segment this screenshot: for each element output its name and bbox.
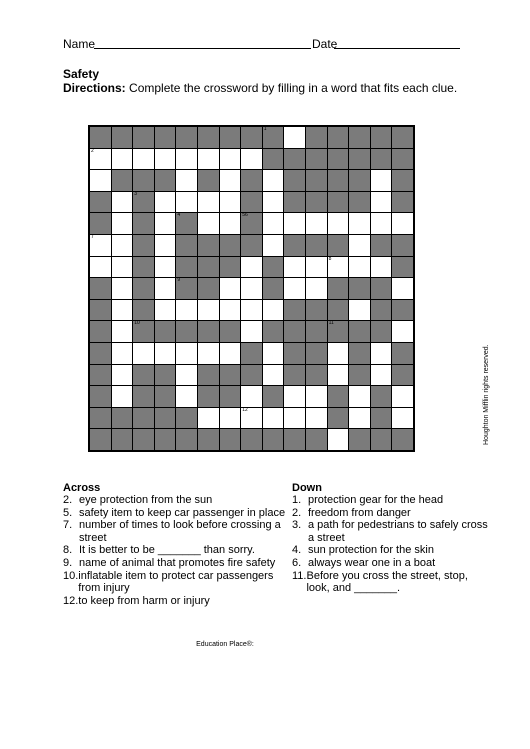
grid-answer-cell[interactable] xyxy=(155,213,176,234)
grid-answer-cell[interactable] xyxy=(392,213,413,234)
grid-block-cell xyxy=(90,365,111,386)
grid-block-cell xyxy=(284,170,305,191)
side-copyright-note: Houghton Mifflin rights reserved. xyxy=(483,344,490,445)
grid-answer-cell[interactable] xyxy=(241,408,262,429)
grid-answer-cell[interactable] xyxy=(241,300,262,321)
directions-label: Directions: xyxy=(63,81,126,95)
grid-block-cell xyxy=(392,149,413,170)
grid-block-cell xyxy=(328,278,349,299)
grid-block-cell xyxy=(90,429,111,450)
grid-answer-cell[interactable] xyxy=(90,235,111,256)
grid-answer-cell[interactable] xyxy=(176,365,197,386)
grid-answer-cell[interactable] xyxy=(349,386,370,407)
grid-block-cell xyxy=(306,429,327,450)
grid-block-cell xyxy=(176,408,197,429)
grid-block-cell xyxy=(328,300,349,321)
down-clue xyxy=(292,507,492,520)
clue-index: 5. xyxy=(63,506,73,519)
grid-block-cell xyxy=(349,343,370,364)
grid-block-cell xyxy=(220,321,241,342)
grid-answer-cell[interactable] xyxy=(284,127,305,148)
grid-block-cell xyxy=(198,386,219,407)
grid-answer-cell[interactable] xyxy=(371,213,392,234)
clue-text: safety item to keep car passenger in place xyxy=(79,506,286,519)
grid-block-cell xyxy=(306,170,327,191)
across-clue xyxy=(63,570,288,595)
grid-block-cell xyxy=(155,127,176,148)
grid-answer-cell[interactable] xyxy=(220,278,241,299)
clue-text: It is better to be _______ than sorry. xyxy=(79,544,255,557)
grid-answer-cell[interactable] xyxy=(328,343,349,364)
grid-block-cell xyxy=(306,192,327,213)
grid-answer-cell[interactable] xyxy=(263,235,284,256)
grid-answer-cell[interactable] xyxy=(176,386,197,407)
grid-answer-cell[interactable] xyxy=(112,235,133,256)
grid-block-cell xyxy=(90,300,111,321)
clue-text: always wear one in a boat xyxy=(308,556,436,569)
grid-block-cell xyxy=(392,300,413,321)
clue-text: name of animal that promotes fire safety xyxy=(79,556,276,569)
name-field-line[interactable] xyxy=(94,48,311,49)
across-clue xyxy=(63,557,288,570)
grid-block-cell xyxy=(306,321,327,342)
grid-block-cell xyxy=(392,429,413,450)
grid-block-cell xyxy=(155,429,176,450)
grid-block-cell xyxy=(155,170,176,191)
grid-block-cell xyxy=(112,429,133,450)
grid-block-cell xyxy=(90,278,111,299)
grid-answer-cell[interactable] xyxy=(90,170,111,191)
grid-block-cell xyxy=(133,127,154,148)
grid-answer-cell[interactable] xyxy=(392,386,413,407)
grid-block-cell xyxy=(198,257,219,278)
grid-block-cell xyxy=(198,170,219,191)
grid-block-cell xyxy=(349,149,370,170)
grid-block-cell xyxy=(198,235,219,256)
clue-number: 56 xyxy=(242,212,248,219)
grid-answer-cell[interactable] xyxy=(306,278,327,299)
grid-answer-cell[interactable] xyxy=(263,408,284,429)
grid-answer-cell[interactable] xyxy=(155,149,176,170)
grid-block-cell xyxy=(328,386,349,407)
grid-answer-cell[interactable] xyxy=(133,149,154,170)
grid-block-cell xyxy=(241,343,262,364)
directions xyxy=(63,81,457,95)
clue-index: 8. xyxy=(63,544,73,557)
grid-block-cell xyxy=(349,192,370,213)
clue-index: 3. xyxy=(292,519,302,532)
grid-answer-cell[interactable] xyxy=(263,192,284,213)
grid-block-cell xyxy=(284,192,305,213)
grid-answer-cell[interactable] xyxy=(349,213,370,234)
directions-text: Complete the crossword by filling in a word that fits each clue. xyxy=(125,81,458,95)
worksheet-title: Safety xyxy=(63,67,100,81)
grid-block-cell xyxy=(371,429,392,450)
grid-block-cell xyxy=(392,257,413,278)
clue-text: a path for pedestrians to safely cross a street xyxy=(308,519,488,544)
grid-block-cell xyxy=(263,149,284,170)
grid-block-cell xyxy=(220,257,241,278)
grid-block-cell xyxy=(328,321,349,342)
grid-answer-cell[interactable] xyxy=(371,170,392,191)
clue-text: number of times to look before crossing a street xyxy=(79,519,281,544)
grid-answer-cell[interactable] xyxy=(112,257,133,278)
grid-block-cell xyxy=(241,192,262,213)
grid-answer-cell[interactable] xyxy=(220,170,241,191)
down-clue xyxy=(292,544,492,557)
grid-answer-cell[interactable] xyxy=(155,343,176,364)
grid-block-cell xyxy=(306,365,327,386)
across-heading: Across xyxy=(63,482,101,494)
grid-block-cell xyxy=(371,408,392,429)
clue-index: 6. xyxy=(292,556,302,569)
grid-block-cell xyxy=(155,365,176,386)
grid-answer-cell[interactable] xyxy=(198,192,219,213)
across-clue xyxy=(63,507,288,520)
grid-block-cell xyxy=(328,127,349,148)
grid-block-cell xyxy=(306,300,327,321)
grid-answer-cell[interactable] xyxy=(112,386,133,407)
grid-block-cell xyxy=(263,429,284,450)
grid-block-cell xyxy=(328,170,349,191)
grid-block-cell xyxy=(220,127,241,148)
grid-answer-cell[interactable] xyxy=(371,192,392,213)
grid-block-cell xyxy=(176,127,197,148)
down-clues xyxy=(292,494,492,595)
grid-answer-cell[interactable] xyxy=(220,343,241,364)
grid-block-cell xyxy=(306,235,327,256)
grid-answer-cell[interactable] xyxy=(263,343,284,364)
grid-block-cell xyxy=(220,386,241,407)
grid-answer-cell[interactable] xyxy=(284,213,305,234)
grid-block-cell xyxy=(392,343,413,364)
grid-answer-cell[interactable] xyxy=(241,278,262,299)
grid-block-cell xyxy=(155,386,176,407)
grid-block-cell xyxy=(349,321,370,342)
grid-block-cell xyxy=(284,149,305,170)
date-field-line[interactable] xyxy=(334,48,460,49)
grid-answer-cell[interactable] xyxy=(241,149,262,170)
crossword-grid xyxy=(88,125,415,452)
date-label: Date xyxy=(312,37,338,51)
grid-block-cell xyxy=(241,365,262,386)
grid-answer-cell[interactable] xyxy=(392,278,413,299)
down-heading: Down xyxy=(292,482,322,494)
across-clue xyxy=(63,544,288,557)
grid-block-cell xyxy=(263,278,284,299)
clue-text: sun protection for the skin xyxy=(308,544,434,557)
grid-answer-cell[interactable] xyxy=(241,321,262,342)
grid-answer-cell[interactable] xyxy=(220,149,241,170)
clue-index: 9. xyxy=(63,556,73,569)
grid-answer-cell[interactable] xyxy=(306,386,327,407)
grid-block-cell xyxy=(90,192,111,213)
clue-index: 2. xyxy=(292,506,302,519)
grid-block-cell xyxy=(306,343,327,364)
grid-block-cell xyxy=(198,127,219,148)
clue-text: freedom from danger xyxy=(308,506,411,519)
clue-index: 11. xyxy=(292,569,307,582)
grid-block-cell xyxy=(112,408,133,429)
grid-block-cell xyxy=(155,321,176,342)
grid-block-cell xyxy=(241,235,262,256)
grid-answer-cell[interactable] xyxy=(112,213,133,234)
grid-answer-cell[interactable] xyxy=(349,235,370,256)
clue-number: 10 xyxy=(134,320,140,327)
clue-text: inflatable item to protect car passengers from injury xyxy=(78,569,274,595)
grid-block-cell xyxy=(371,386,392,407)
clue-text: protection gear for the head xyxy=(308,494,444,506)
clue-text: Before you cross the street, stop, look, and _______. xyxy=(306,569,468,595)
grid-answer-cell[interactable] xyxy=(112,343,133,364)
grid-answer-cell[interactable] xyxy=(328,365,349,386)
grid-answer-cell[interactable] xyxy=(241,257,262,278)
grid-answer-cell[interactable] xyxy=(176,192,197,213)
grid-block-cell xyxy=(284,343,305,364)
grid-answer-cell[interactable] xyxy=(155,235,176,256)
grid-block-cell xyxy=(263,127,284,148)
down-clue xyxy=(292,557,492,570)
grid-block-cell xyxy=(241,127,262,148)
grid-answer-cell[interactable] xyxy=(220,192,241,213)
grid-answer-cell[interactable] xyxy=(263,300,284,321)
clue-index: 12. xyxy=(63,594,79,607)
across-clue xyxy=(63,494,288,507)
grid-answer-cell[interactable] xyxy=(371,365,392,386)
grid-answer-cell[interactable] xyxy=(392,321,413,342)
grid-answer-cell[interactable] xyxy=(284,408,305,429)
grid-answer-cell[interactable] xyxy=(155,278,176,299)
grid-block-cell xyxy=(133,429,154,450)
grid-answer-cell[interactable] xyxy=(371,257,392,278)
grid-answer-cell[interactable] xyxy=(328,213,349,234)
grid-block-cell xyxy=(176,321,197,342)
grid-block-cell xyxy=(284,235,305,256)
grid-block-cell xyxy=(241,429,262,450)
grid-block-cell xyxy=(371,149,392,170)
across-clues xyxy=(63,494,288,607)
grid-answer-cell[interactable] xyxy=(112,192,133,213)
grid-answer-cell[interactable] xyxy=(176,300,197,321)
footer-credit: Education Place®: xyxy=(196,641,254,648)
grid-answer-cell[interactable] xyxy=(220,408,241,429)
grid-answer-cell[interactable] xyxy=(90,149,111,170)
grid-block-cell xyxy=(371,278,392,299)
name-label: Name xyxy=(63,37,96,51)
clue-number: 7 xyxy=(91,234,94,240)
grid-block-cell xyxy=(392,170,413,191)
grid-answer-cell[interactable] xyxy=(112,278,133,299)
grid-block-cell xyxy=(392,127,413,148)
grid-block-cell xyxy=(133,213,154,234)
grid-answer-cell[interactable] xyxy=(176,343,197,364)
grid-answer-cell[interactable] xyxy=(349,300,370,321)
grid-block-cell xyxy=(198,365,219,386)
grid-block-cell xyxy=(155,408,176,429)
grid-answer-cell[interactable] xyxy=(284,257,305,278)
grid-answer-cell[interactable] xyxy=(349,408,370,429)
grid-answer-cell[interactable] xyxy=(112,300,133,321)
grid-block-cell xyxy=(306,127,327,148)
grid-block-cell xyxy=(176,213,197,234)
grid-block-cell xyxy=(263,321,284,342)
grid-block-cell xyxy=(371,300,392,321)
clue-text: to keep from harm or injury xyxy=(78,594,210,607)
down-clue xyxy=(292,519,492,544)
grid-answer-cell[interactable] xyxy=(133,343,154,364)
grid-answer-cell[interactable] xyxy=(112,149,133,170)
grid-block-cell xyxy=(220,235,241,256)
clue-number: 3 xyxy=(134,190,137,197)
grid-answer-cell[interactable] xyxy=(112,321,133,342)
grid-block-cell xyxy=(220,429,241,450)
grid-answer-cell[interactable] xyxy=(306,408,327,429)
clue-number: 12 xyxy=(242,406,248,413)
grid-block-cell xyxy=(349,278,370,299)
grid-answer-cell[interactable] xyxy=(220,213,241,234)
grid-block-cell xyxy=(241,170,262,191)
grid-block-cell xyxy=(176,429,197,450)
grid-answer-cell[interactable] xyxy=(198,408,219,429)
grid-block-cell xyxy=(112,170,133,191)
grid-block-cell xyxy=(284,321,305,342)
grid-block-cell xyxy=(133,235,154,256)
grid-block-cell xyxy=(90,213,111,234)
grid-answer-cell[interactable] xyxy=(284,386,305,407)
grid-answer-cell[interactable] xyxy=(371,343,392,364)
grid-block-cell xyxy=(263,386,284,407)
grid-block-cell xyxy=(198,429,219,450)
clue-number: 8 xyxy=(328,255,332,262)
clue-text: eye protection from the sun xyxy=(79,494,213,506)
grid-block-cell xyxy=(90,408,111,429)
grid-block-cell xyxy=(90,343,111,364)
grid-block-cell xyxy=(176,235,197,256)
grid-block-cell xyxy=(392,235,413,256)
grid-answer-cell[interactable] xyxy=(284,278,305,299)
grid-answer-cell[interactable] xyxy=(263,213,284,234)
grid-answer-cell[interactable] xyxy=(328,257,349,278)
grid-block-cell xyxy=(371,127,392,148)
grid-block-cell xyxy=(133,257,154,278)
grid-block-cell xyxy=(241,213,262,234)
grid-answer-cell[interactable] xyxy=(155,192,176,213)
clue-number: 11 xyxy=(328,320,334,327)
grid-block-cell xyxy=(133,278,154,299)
down-clue xyxy=(292,570,492,595)
grid-block-cell xyxy=(371,321,392,342)
grid-answer-cell[interactable] xyxy=(155,300,176,321)
clue-index: 2. xyxy=(63,494,73,506)
grid-answer-cell[interactable] xyxy=(220,300,241,321)
grid-block-cell xyxy=(176,278,197,299)
grid-block-cell xyxy=(133,321,154,342)
grid-answer-cell[interactable] xyxy=(306,257,327,278)
grid-block-cell xyxy=(306,149,327,170)
grid-answer-cell[interactable] xyxy=(241,386,262,407)
grid-answer-cell[interactable] xyxy=(198,213,219,234)
grid-answer-cell[interactable] xyxy=(155,257,176,278)
grid-answer-cell[interactable] xyxy=(198,300,219,321)
grid-block-cell xyxy=(90,386,111,407)
grid-block-cell xyxy=(220,365,241,386)
grid-block-cell xyxy=(133,192,154,213)
grid-block-cell xyxy=(371,235,392,256)
across-clue xyxy=(63,519,288,544)
grid-block-cell xyxy=(349,365,370,386)
grid-block-cell xyxy=(133,300,154,321)
grid-answer-cell[interactable] xyxy=(306,213,327,234)
grid-block-cell xyxy=(198,278,219,299)
grid-block-cell xyxy=(349,429,370,450)
grid-block-cell xyxy=(284,365,305,386)
grid-answer-cell[interactable] xyxy=(176,170,197,191)
grid-answer-cell[interactable] xyxy=(263,170,284,191)
grid-block-cell xyxy=(90,321,111,342)
grid-answer-cell[interactable] xyxy=(263,365,284,386)
clue-index: 1. xyxy=(292,494,302,506)
clue-number: 2 xyxy=(91,147,94,154)
grid-block-cell xyxy=(133,365,154,386)
grid-block-cell xyxy=(284,300,305,321)
clue-index: 4. xyxy=(292,544,302,557)
grid-block-cell xyxy=(198,321,219,342)
grid-answer-cell[interactable] xyxy=(198,343,219,364)
grid-block-cell xyxy=(328,149,349,170)
grid-answer-cell[interactable] xyxy=(349,257,370,278)
grid-block-cell xyxy=(263,257,284,278)
grid-answer-cell[interactable] xyxy=(176,149,197,170)
clue-index: 10. xyxy=(63,569,79,582)
clue-number: 4 xyxy=(177,212,181,219)
grid-answer-cell[interactable] xyxy=(392,408,413,429)
grid-block-cell xyxy=(328,235,349,256)
down-clue xyxy=(292,494,492,507)
grid-block-cell xyxy=(392,192,413,213)
grid-block-cell xyxy=(392,365,413,386)
grid-block-cell xyxy=(349,170,370,191)
grid-answer-cell[interactable] xyxy=(328,429,349,450)
clue-number: 1 xyxy=(263,126,267,132)
grid-block-cell xyxy=(133,386,154,407)
grid-block-cell xyxy=(328,408,349,429)
clue-index: 7. xyxy=(63,519,73,532)
grid-block-cell xyxy=(328,192,349,213)
grid-answer-cell[interactable] xyxy=(90,257,111,278)
clue-number: 9 xyxy=(177,277,181,284)
grid-block-cell xyxy=(176,257,197,278)
grid-block-cell xyxy=(112,127,133,148)
grid-block-cell xyxy=(90,127,111,148)
grid-answer-cell[interactable] xyxy=(198,149,219,170)
grid-block-cell xyxy=(133,408,154,429)
grid-block-cell xyxy=(133,170,154,191)
grid-answer-cell[interactable] xyxy=(112,365,133,386)
across-clue xyxy=(63,595,288,608)
grid-block-cell xyxy=(349,127,370,148)
grid-block-cell xyxy=(284,429,305,450)
